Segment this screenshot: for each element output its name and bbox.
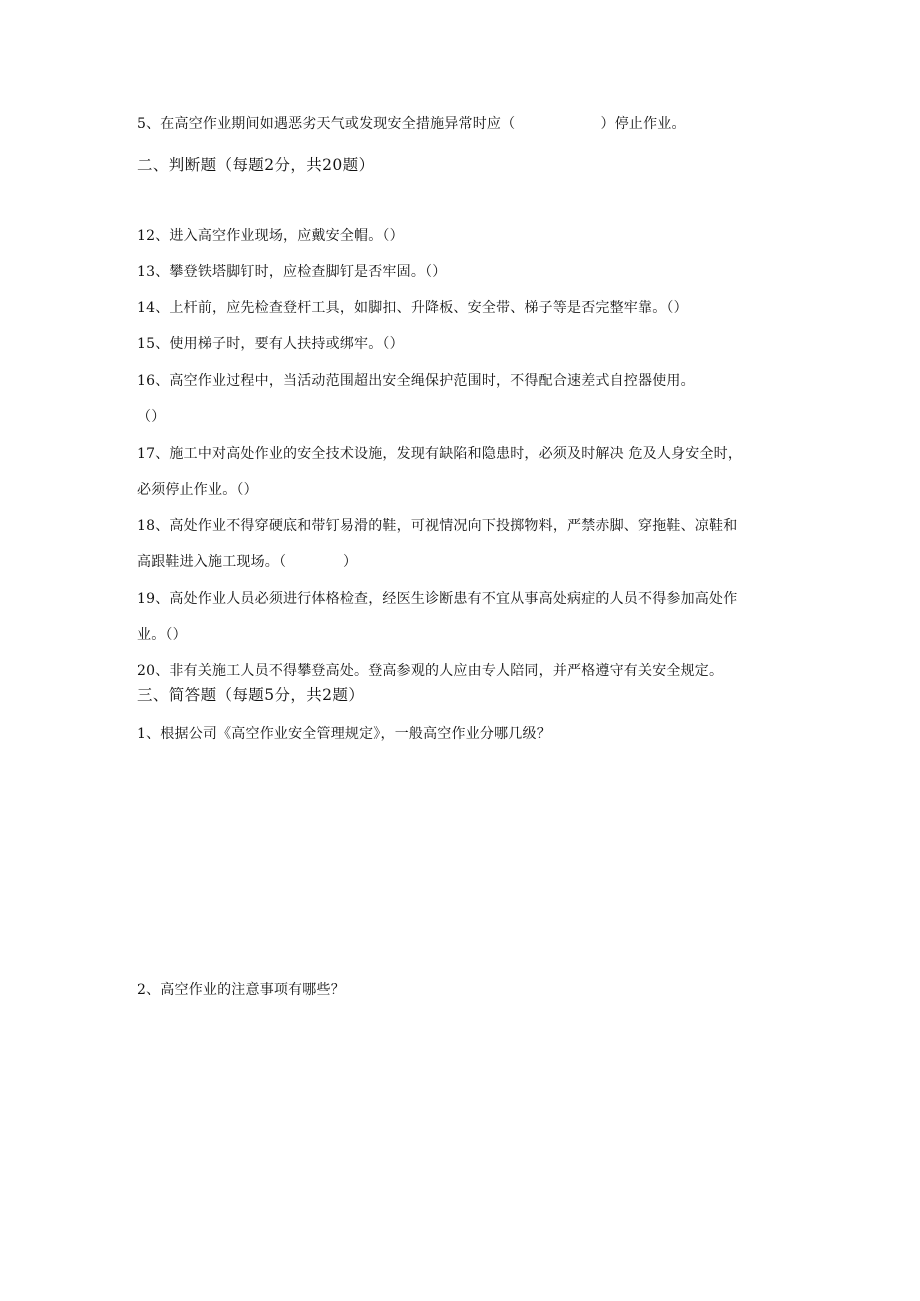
- true-false-question-16-line1: 16、高空作业过程中，当活动范围超出安全绳保护范围时，不得配合速差式自控器使用。: [137, 373, 695, 389]
- true-false-question-18-line1: 18、高处作业不得穿硬底和带钉易滑的鞋，可视情况向下投掷物料，严禁赤脚、穿拖鞋、凉鞋和: [137, 518, 738, 534]
- short-answer-question-1: 1、根据公司《高空作业安全管理规定》，一般高空作业分哪几级？: [137, 726, 551, 742]
- true-false-question-15: 15、使用梯子时，要有人扶持或绑牢。（）: [137, 336, 404, 352]
- true-false-question-19-line1: 19、高处作业人员必须进行体格检查，经医生诊断患有不宜从事高处病症的人员不得参加高处作: [137, 591, 738, 607]
- true-false-question-12: 12、进入高空作业现场，应戴安全帽。（）: [137, 228, 404, 244]
- fill-in-question-5: 5、在高空作业期间如遇恶劣天气或发现安全措施异常时应（ ）停止作业。: [137, 116, 686, 132]
- true-false-question-17-line1: 17、施工中对高处作业的安全技术设施，发现有缺陷和隐患时，必须及时解决 危及人身安全时，: [137, 446, 743, 462]
- section-heading-short-answer: 三、简答题（每题5分，共2题）: [137, 686, 365, 704]
- true-false-question-19-line2: 业。（）: [137, 627, 187, 643]
- short-answer-question-2: 2、高空作业的注意事项有哪些？: [137, 982, 345, 998]
- true-false-question-16-line2: （）: [137, 409, 166, 425]
- true-false-question-18-line2: 高跟鞋进入施工现场。（ ）: [137, 554, 358, 570]
- true-false-question-17-line2: 必须停止作业。（）: [137, 482, 258, 498]
- section-heading-true-false: 二、判断题（每题2分，共20题）: [137, 156, 375, 174]
- true-false-question-14: 14、上杆前，应先检查登杆工具，如脚扣、升降板、安全带、梯子等是否完整牢靠。（）: [137, 300, 688, 316]
- true-false-question-20: 20、非有关施工人员不得攀登高处。登高参观的人应由专人陪同，并严格遵守有关安全规定。: [137, 663, 724, 679]
- true-false-question-13: 13、攀登铁塔脚钉时，应检查脚钉是否牢固。（）: [137, 264, 447, 280]
